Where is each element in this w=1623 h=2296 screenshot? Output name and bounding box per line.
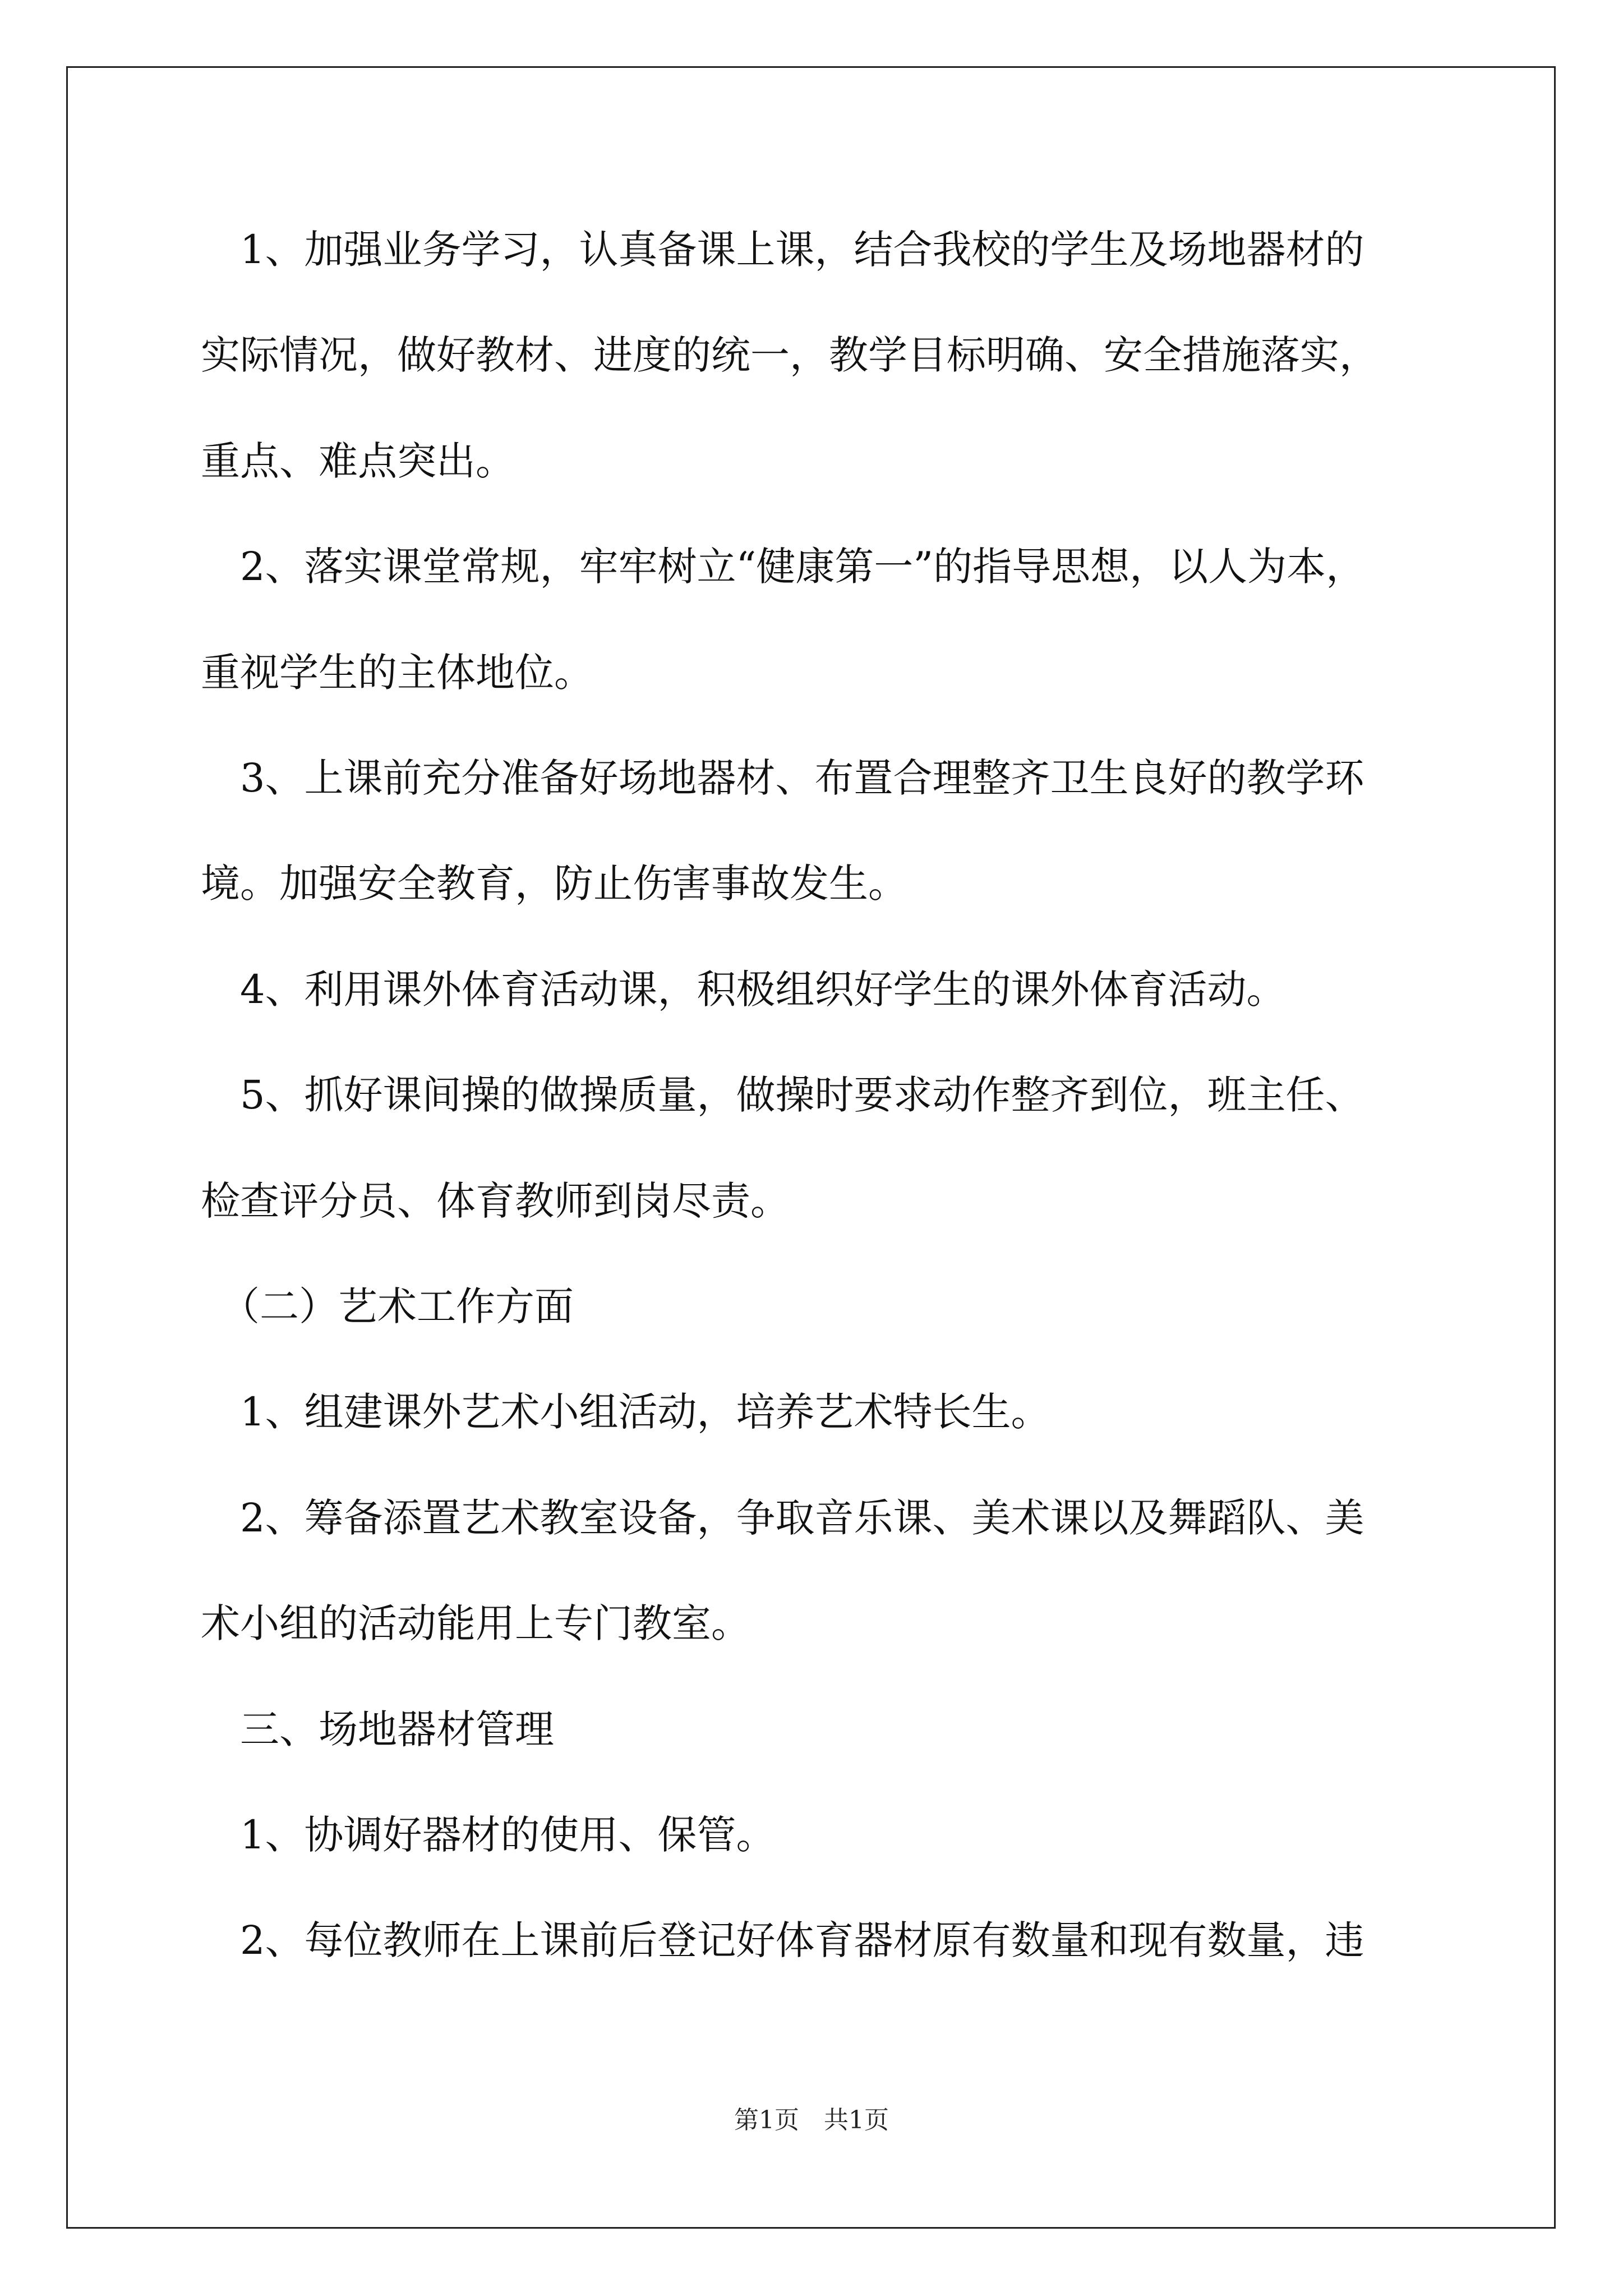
text-line: 检查评分员、体育教师到岗尽责。: [201, 1178, 790, 1224]
section-heading: （二）艺术工作方面: [201, 1283, 574, 1329]
text-line: 1、加强业务学习，认真备课上课，结合我校的学生及场地器材的: [201, 227, 1364, 273]
text-line: 2、筹备添置艺术教室设备，争取音乐课、美术课以及舞蹈队、美: [201, 1495, 1364, 1541]
page-border: [66, 66, 1556, 2229]
text-line: 2、落实课堂常规，牢牢树立“健康第一”的指导思想，以人为本，: [201, 544, 1366, 590]
section-heading: 三、场地器材管理: [201, 1706, 554, 1752]
text-line: 重点、难点突出。: [201, 438, 515, 484]
text-line: 实际情况，做好教材、进度的统一，教学目标明确、安全措施落实，: [201, 332, 1378, 378]
text-line: 术小组的活动能用上专门教室。: [201, 1600, 750, 1646]
text-line: 1、组建课外艺术小组活动，培养艺术特长生。: [201, 1389, 1050, 1435]
text-line: 3、上课前充分准备好场地器材、布置合理整齐卫生良好的教学环: [201, 755, 1364, 801]
text-line: 2、每位教师在上课前后登记好体育器材原有数量和现有数量，违: [201, 1917, 1364, 1963]
page-number-footer: 第1页 共1页: [734, 2106, 889, 2134]
text-line: 5、抓好课间操的做操质量，做操时要求动作整齐到位，班主任、: [201, 1072, 1364, 1118]
text-line: 重视学生的主体地位。: [201, 650, 593, 696]
text-line: 境。加强安全教育，防止伤害事故发生。: [201, 861, 907, 907]
text-line: 1、协调好器材的使用、保管。: [201, 1812, 776, 1858]
text-line: 4、利用课外体育活动课，积极组织好学生的课外体育活动。: [201, 967, 1286, 1013]
